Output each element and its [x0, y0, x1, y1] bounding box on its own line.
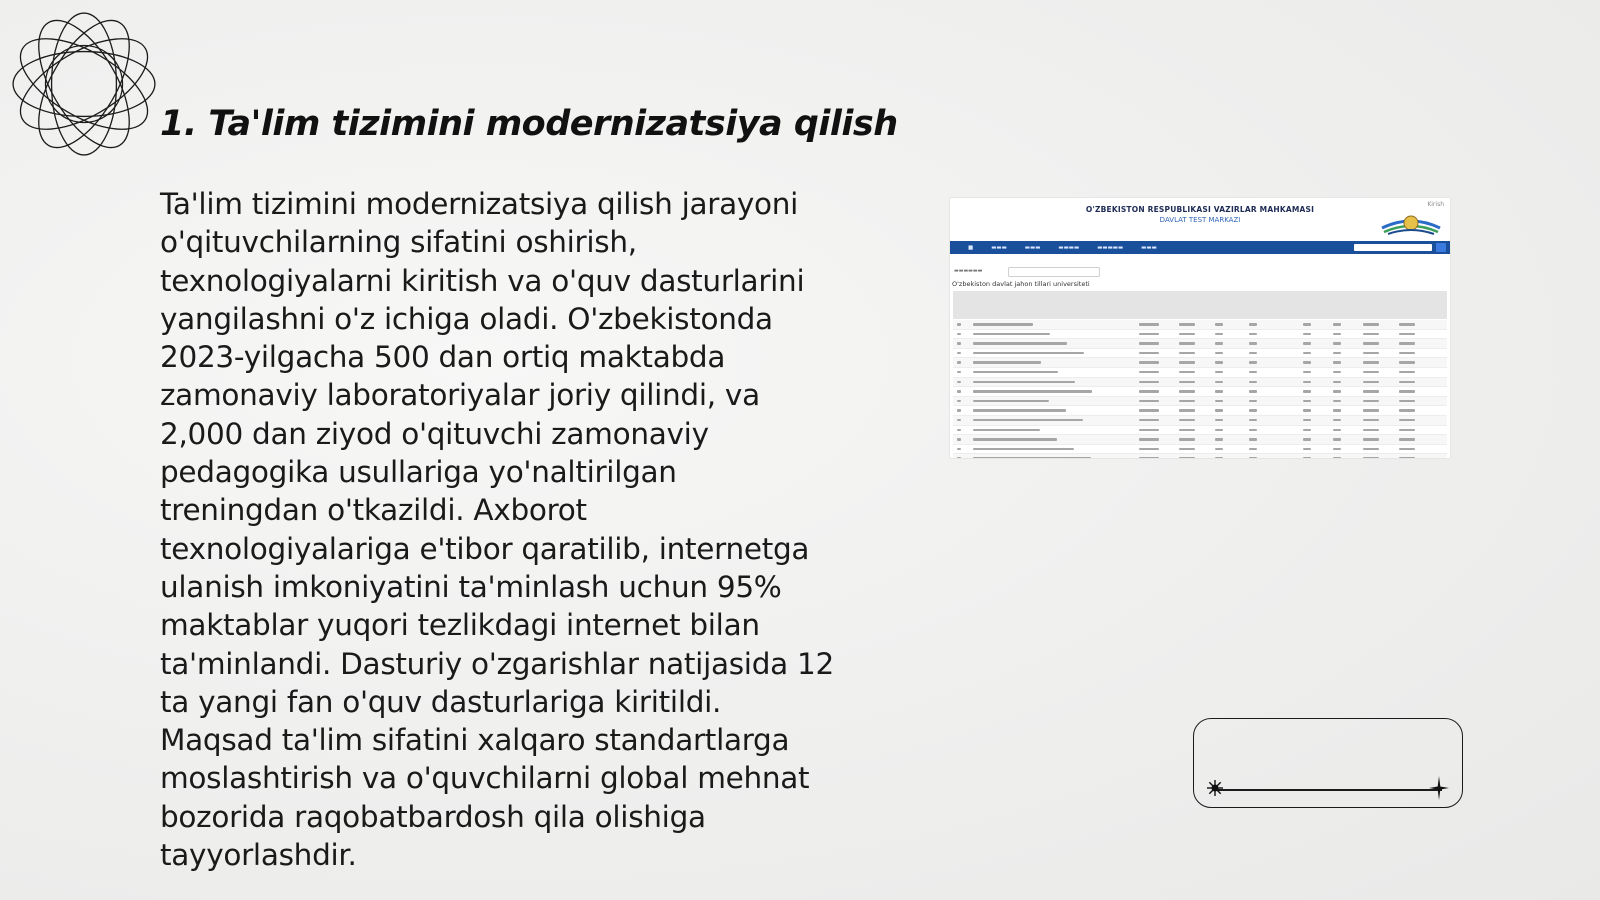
screenshot-table-cell: [1399, 457, 1415, 458]
screenshot-table-cell: [1303, 429, 1311, 432]
screenshot-table-cell: [1303, 409, 1311, 412]
screenshot-table-cell: [1399, 323, 1415, 326]
screenshot-table-cell: [1215, 419, 1223, 422]
screenshot-table-cell: [1139, 438, 1159, 441]
screenshot-table-cell: [1333, 342, 1341, 345]
screenshot-table-row: [953, 426, 1447, 436]
screenshot-table-cell: [1363, 448, 1379, 451]
screenshot-table-row: [953, 406, 1447, 416]
screenshot-table-cell: [957, 352, 961, 355]
screenshot-search-button: [1436, 243, 1446, 252]
screenshot-table-cell: [1303, 323, 1311, 326]
screenshot-table-cell: [973, 390, 1092, 393]
screenshot-table-cell: [1249, 448, 1257, 451]
screenshot-table-row: [953, 435, 1447, 445]
screenshot-table-cell: [1139, 390, 1159, 393]
screenshot-table-cell: [957, 371, 961, 374]
nav-item: ▬▬▬▬: [1058, 244, 1080, 251]
screenshot-table-cell: [957, 361, 961, 364]
screenshot-table-cell: [1179, 333, 1195, 336]
screenshot-table-cell: [1303, 457, 1311, 458]
screenshot-table-row: [953, 378, 1447, 388]
screenshot-table-cell: [1215, 381, 1223, 384]
screenshot-table-cell: [1139, 381, 1159, 384]
decorative-frame: [1193, 718, 1463, 808]
screenshot-table-cell: [973, 323, 1033, 326]
screenshot-table-cell: [1399, 409, 1415, 412]
screenshot-table-row: [953, 330, 1447, 340]
screenshot-table-cell: [957, 342, 961, 345]
screenshot-table-cell: [1399, 342, 1415, 345]
screenshot-table-cell: [1215, 352, 1223, 355]
screenshot-table-cell: [1303, 381, 1311, 384]
screenshot-table-cell: [1249, 457, 1257, 458]
screenshot-table-cell: [1215, 457, 1223, 458]
screenshot-table-cell: [1179, 381, 1195, 384]
screenshot-table-cell: [1249, 409, 1257, 412]
screenshot-table-cell: [1249, 352, 1257, 355]
screenshot-table-cell: [1363, 381, 1379, 384]
nav-item: ▬▬▬: [1141, 244, 1157, 251]
screenshot-table-cell: [1303, 352, 1311, 355]
screenshot-table-cell: [1179, 352, 1195, 355]
screenshot-table-cell: [1179, 371, 1195, 374]
screenshot-table-cell: [1399, 400, 1415, 403]
screenshot-table-cell: [1303, 390, 1311, 393]
screenshot-table-cell: [1249, 419, 1257, 422]
screenshot-table-row: [953, 339, 1447, 349]
screenshot-table-cell: [1139, 448, 1159, 451]
screenshot-table-cell: [973, 400, 1049, 403]
screenshot-table-cell: [1139, 457, 1159, 458]
screenshot-table-cell: [1333, 448, 1341, 451]
screenshot-nav-bar: [950, 241, 1450, 254]
screenshot-table-cell: [1179, 457, 1195, 458]
screenshot-table-cell: [1139, 342, 1159, 345]
screenshot-table-cell: [1363, 400, 1379, 403]
screenshot-table-row: [953, 454, 1447, 458]
screenshot-table-cell: [1179, 323, 1195, 326]
screenshot-table-cell: [1303, 342, 1311, 345]
screenshot-table-cell: [1139, 429, 1159, 432]
sparkle-icon: [1428, 775, 1450, 801]
screenshot-org-subtitle: DAVLAT TEST MARKAZI: [1159, 216, 1241, 224]
screenshot-table-row: [953, 358, 1447, 368]
screenshot-table-cell: [973, 438, 1057, 441]
screenshot-table-cell: [957, 429, 961, 432]
screenshot-table-cell: [973, 361, 1041, 364]
screenshot-table-cell: [1249, 361, 1257, 364]
screenshot-table-cell: [1333, 333, 1341, 336]
screenshot-table-cell: [973, 381, 1075, 384]
screenshot-table-cell: [1363, 419, 1379, 422]
screenshot-table-cell: [957, 457, 961, 458]
screenshot-filter-label: ▬▬▬▬▬▬: [954, 268, 983, 274]
screenshot-table-cell: [957, 419, 961, 422]
screenshot-table-cell: [973, 448, 1074, 451]
screenshot-table-cell: [1399, 429, 1415, 432]
screenshot-table-cell: [1215, 390, 1223, 393]
screenshot-table-cell: [1139, 352, 1159, 355]
screenshot-table-cell: [1139, 409, 1159, 412]
screenshot-table-cell: [1249, 333, 1257, 336]
screenshot-table-cell: [1363, 409, 1379, 412]
screenshot-table-cell: [957, 409, 961, 412]
screenshot-table-cell: [1303, 333, 1311, 336]
screenshot-table-cell: [1215, 400, 1223, 403]
screenshot-table-cell: [1363, 342, 1379, 345]
screenshot-table-cell: [1399, 381, 1415, 384]
screenshot-table-cell: [1333, 429, 1341, 432]
screenshot-table-cell: [1139, 400, 1159, 403]
screenshot-table-cell: [1399, 390, 1415, 393]
screenshot-table-cell: [973, 429, 1040, 432]
screenshot-table-cell: [1179, 361, 1195, 364]
screenshot-table-cell: [1179, 409, 1195, 412]
screenshot-table-cell: [957, 390, 961, 393]
screenshot-table-cell: [1179, 448, 1195, 451]
screenshot-table-cell: [1139, 371, 1159, 374]
screenshot-table-cell: [1249, 429, 1257, 432]
screenshot-table-caption: O'zbekiston davlat jahon tillari universiteti: [952, 280, 1090, 288]
screenshot-table-cell: [1363, 352, 1379, 355]
screenshot-table-cell: [1399, 438, 1415, 441]
screenshot-table-row: [953, 387, 1447, 397]
screenshot-header: [950, 198, 1450, 241]
screenshot-table-cell: [1215, 342, 1223, 345]
screenshot-filter-select: [1008, 267, 1100, 277]
screenshot-table-cell: [1179, 400, 1195, 403]
screenshot-table-cell: [1363, 361, 1379, 364]
screenshot-table-row: [953, 368, 1447, 378]
slide-title: 1. Ta'lim tizimini modernizatsiya qilish: [160, 104, 898, 144]
screenshot-table-cell: [1333, 381, 1341, 384]
screenshot-table-cell: [1249, 323, 1257, 326]
screenshot-table-row: [953, 320, 1447, 330]
screenshot-table-cell: [1179, 419, 1195, 422]
screenshot-table-cell: [1363, 438, 1379, 441]
screenshot-table-cell: [1333, 352, 1341, 355]
screenshot-table-cell: [1363, 429, 1379, 432]
screenshot-table-cell: [1333, 371, 1341, 374]
embedded-website-screenshot: [950, 198, 1450, 458]
screenshot-table-cell: [1249, 381, 1257, 384]
screenshot-table-cell: [973, 409, 1066, 412]
screenshot-table-row: [953, 416, 1447, 426]
screenshot-table-cell: [1179, 390, 1195, 393]
screenshot-table-cell: [1249, 342, 1257, 345]
screenshot-table-cell: [957, 438, 961, 441]
interlaced-rings-ornament-icon: [8, 8, 160, 160]
nav-item: ▬▬▬: [1024, 244, 1041, 251]
screenshot-table-cell: [957, 323, 961, 326]
screenshot-table-cell: [1363, 323, 1379, 326]
screenshot-table-cell: [1399, 371, 1415, 374]
nav-item: ▬▬▬: [991, 244, 1007, 251]
screenshot-table-cell: [1399, 448, 1415, 451]
screenshot-search-field: [1354, 244, 1432, 251]
screenshot-table-cell: [1363, 371, 1379, 374]
screenshot-table-cell: [1249, 371, 1257, 374]
screenshot-table-cell: [1363, 333, 1379, 336]
decorative-line: [1214, 789, 1442, 791]
screenshot-table-body: [953, 320, 1447, 458]
screenshot-table-cell: [1249, 438, 1257, 441]
screenshot-table-cell: [957, 448, 961, 451]
screenshot-table-cell: [1399, 333, 1415, 336]
screenshot-table-cell: [1303, 361, 1311, 364]
screenshot-table-cell: [1249, 400, 1257, 403]
screenshot-table-cell: [1215, 448, 1223, 451]
state-emblem-icon: [1378, 210, 1444, 238]
screenshot-table-cell: [1139, 361, 1159, 364]
screenshot-table-cell: [957, 400, 961, 403]
screenshot-table-cell: [1215, 361, 1223, 364]
screenshot-table-cell: [1215, 429, 1223, 432]
screenshot-table-cell: [973, 457, 1091, 458]
screenshot-table-cell: [1303, 448, 1311, 451]
screenshot-table-cell: [1303, 371, 1311, 374]
nav-item: ■: [968, 244, 974, 251]
screenshot-table-cell: [1399, 419, 1415, 422]
screenshot-table-cell: [1215, 438, 1223, 441]
body-paragraph: Ta'lim tizimini modernizatsiya qilish jarayoni o'qituvchilarning sifatini oshirish, texnologiyalarni kiritish va o'quv dasturlarini yangilashni o'z ichiga oladi. O'zbekistonda 2023-yilgacha 500 dan ortiq maktabda zamonaviy laboratoriyalar joriy qilindi, va 2,000 dan ziyod o'qituvchi zamonaviy pedagogika usullariga yo'naltirilgan treningdan o'tkazildi. Axborot texnologiyalariga e'tibor qaratilib, internetga ulanish imkoniyatini ta'minlash uchun 95% maktablar yuqori tezlikdagi internet bilan ta'minlandi. Dasturiy o'zgarishlar natijasida 12 ta yangi fan o'quv dasturlariga kiritildi. Maqsad ta'lim sifatini xalqaro standartlarga moslashtirish va o'quvchilarni global mehnat bozorida raqobatbardosh qila olishiga tayyorlashdir.: [160, 187, 834, 873]
screenshot-table-cell: [1399, 352, 1415, 355]
screenshot-table-cell: [1333, 400, 1341, 403]
screenshot-table-cell: [1333, 409, 1341, 412]
screenshot-table-cell: [1139, 333, 1159, 336]
screenshot-table-cell: [1179, 429, 1195, 432]
screenshot-table-cell: [1363, 390, 1379, 393]
screenshot-login-link: Kirish: [1427, 201, 1444, 208]
screenshot-table-cell: [1333, 419, 1341, 422]
nav-item: ▬▬▬▬▬: [1097, 244, 1124, 251]
screenshot-table-cell: [957, 381, 961, 384]
screenshot-table-cell: [973, 333, 1050, 336]
screenshot-table-cell: [1333, 457, 1341, 458]
screenshot-table-cell: [1399, 361, 1415, 364]
screenshot-table-cell: [1215, 323, 1223, 326]
screenshot-table-cell: [957, 333, 961, 336]
screenshot-table-cell: [1333, 390, 1341, 393]
screenshot-org-title: O'ZBEKISTON RESPUBLIKASI VAZIRLAR MAHKAMASI: [1085, 205, 1315, 214]
screenshot-table-cell: [1179, 438, 1195, 441]
screenshot-table-cell: [1215, 371, 1223, 374]
screenshot-table-cell: [1333, 361, 1341, 364]
screenshot-table-cell: [1303, 419, 1311, 422]
screenshot-table-cell: [1303, 400, 1311, 403]
screenshot-table-cell: [973, 419, 1083, 422]
screenshot-table-cell: [1333, 323, 1341, 326]
screenshot-table-header: [953, 291, 1447, 319]
screenshot-table-row: [953, 349, 1447, 359]
screenshot-table-cell: [973, 342, 1067, 345]
screenshot-table-cell: [973, 371, 1058, 374]
screenshot-table-row: [953, 397, 1447, 407]
screenshot-table-cell: [1179, 342, 1195, 345]
screenshot-table-cell: [1303, 438, 1311, 441]
screenshot-table-cell: [1139, 419, 1159, 422]
screenshot-table-cell: [1215, 333, 1223, 336]
screenshot-table-cell: [1333, 438, 1341, 441]
star-burst-icon: [1204, 777, 1226, 799]
screenshot-table-cell: [1249, 390, 1257, 393]
screenshot-table-row: [953, 445, 1447, 455]
screenshot-table-cell: [973, 352, 1084, 355]
screenshot-table-cell: [1363, 457, 1379, 458]
screenshot-table-cell: [1139, 323, 1159, 326]
screenshot-table-cell: [1215, 409, 1223, 412]
